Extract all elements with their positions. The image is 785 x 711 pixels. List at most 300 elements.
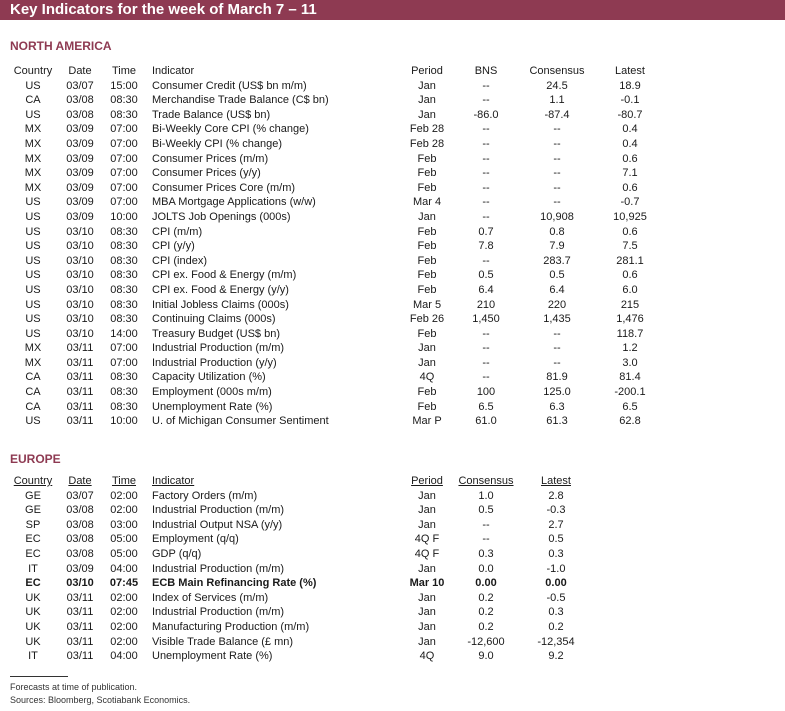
cell-time: 08:30 — [110, 254, 138, 267]
cell-country: US — [25, 225, 41, 238]
table-row — [0, 576, 785, 591]
cell-time: 02:00 — [110, 489, 138, 502]
cell-country: MX — [24, 342, 42, 355]
cell-country: US — [25, 298, 41, 311]
cell-latest: 81.4 — [619, 371, 641, 384]
cell-date: 03/10 — [66, 254, 94, 267]
cell-indicator: Bi-Weekly CPI (% change) — [152, 137, 283, 150]
cell-country: EC — [25, 533, 41, 546]
cell-latest: -12,354 — [537, 635, 575, 648]
cell-time: 04:00 — [110, 562, 138, 575]
cell-consensus: -- — [553, 356, 561, 369]
cell-consensus: 1.0 — [478, 489, 494, 502]
cell-date: 03/08 — [66, 504, 94, 517]
cell-indicator: Employment (q/q) — [152, 533, 239, 546]
cell-country: EC — [25, 547, 41, 560]
cell-latest: 0.3 — [548, 547, 564, 560]
cell-country: GE — [25, 489, 41, 502]
cell-date: 03/08 — [66, 94, 94, 107]
cell-bns: -- — [482, 167, 490, 180]
cell-period: Feb — [417, 225, 437, 238]
table-row — [0, 225, 785, 240]
cell-latest: 0.6 — [622, 225, 638, 238]
cell-indicator: Index of Services (m/m) — [152, 591, 269, 604]
table-row — [0, 312, 785, 327]
header-period: Period — [411, 475, 443, 487]
cell-date: 03/10 — [66, 313, 94, 326]
cell-date: 03/10 — [66, 298, 94, 311]
cell-period: Feb — [417, 240, 437, 253]
table-row — [0, 181, 785, 196]
cell-bns: -- — [482, 94, 490, 107]
table-row — [0, 532, 785, 547]
north-america-heading: NORTH AMERICA — [10, 39, 112, 53]
cell-bns: -- — [482, 123, 490, 136]
table-row — [0, 239, 785, 254]
cell-date: 03/11 — [66, 371, 94, 384]
cell-country: UK — [25, 635, 41, 648]
cell-date: 03/08 — [66, 518, 94, 531]
header-consensus: Consensus — [529, 65, 585, 77]
cell-latest: 7.1 — [622, 167, 638, 180]
cell-country: US — [25, 240, 41, 253]
cell-date: 03/11 — [66, 356, 94, 369]
cell-latest: -200.1 — [614, 386, 646, 399]
cell-time: 08:30 — [110, 225, 138, 238]
cell-time: 07:00 — [110, 342, 138, 355]
cell-time: 10:00 — [110, 210, 138, 223]
cell-consensus: -- — [482, 518, 490, 531]
cell-consensus: 6.4 — [549, 283, 565, 296]
cell-country: EC — [25, 577, 41, 590]
cell-indicator: Consumer Credit (US$ bn m/m) — [152, 79, 307, 92]
table-row — [0, 108, 785, 123]
cell-consensus: 0.8 — [549, 225, 565, 238]
cell-period: Feb — [417, 152, 437, 165]
table-header — [0, 64, 785, 79]
table-row — [0, 254, 785, 269]
cell-period: Feb 28 — [409, 137, 445, 150]
cell-date: 03/07 — [66, 79, 94, 92]
cell-date: 03/10 — [66, 577, 94, 590]
cell-period: Feb — [417, 254, 437, 267]
cell-consensus: -- — [553, 167, 561, 180]
cell-indicator: Bi-Weekly Core CPI (% change) — [152, 123, 309, 136]
cell-period: Jan — [418, 518, 436, 531]
cell-date: 03/10 — [66, 327, 94, 340]
table-header — [0, 474, 785, 489]
cell-indicator: CPI ex. Food & Energy (m/m) — [152, 269, 297, 282]
cell-time: 03:00 — [110, 518, 138, 531]
cell-indicator: Treasury Budget (US$ bn) — [152, 327, 280, 340]
cell-latest: 62.8 — [619, 415, 641, 428]
cell-period: Mar 4 — [412, 196, 442, 209]
cell-period: Jan — [418, 620, 436, 633]
cell-time: 08:30 — [110, 94, 138, 107]
cell-bns: 1,450 — [472, 313, 500, 326]
cell-country: MX — [24, 167, 42, 180]
table-row — [0, 122, 785, 137]
table-row — [0, 341, 785, 356]
cell-latest: 0.2 — [548, 620, 564, 633]
cell-indicator: Consumer Prices (y/y) — [152, 167, 261, 180]
cell-indicator: CPI (m/m) — [152, 225, 203, 238]
cell-consensus: 9.0 — [478, 650, 494, 663]
table-row — [0, 356, 785, 371]
cell-date: 03/09 — [66, 181, 94, 194]
cell-time: 08:30 — [110, 269, 138, 282]
cell-period: Jan — [418, 79, 436, 92]
cell-consensus: 7.9 — [549, 240, 565, 253]
cell-bns: -86.0 — [473, 108, 499, 121]
cell-date: 03/11 — [66, 635, 94, 648]
cell-indicator: Continuing Claims (000s) — [152, 313, 276, 326]
table-row — [0, 547, 785, 562]
cell-consensus: 6.3 — [549, 400, 565, 413]
cell-latest: 281.1 — [616, 254, 644, 267]
cell-consensus: 0.2 — [478, 620, 494, 633]
cell-date: 03/11 — [66, 591, 94, 604]
cell-indicator: Employment (000s m/m) — [152, 386, 272, 399]
cell-indicator: U. of Michigan Consumer Sentiment — [152, 415, 329, 428]
cell-time: 02:00 — [110, 606, 138, 619]
cell-consensus: 24.5 — [546, 79, 568, 92]
cell-date: 03/11 — [66, 415, 94, 428]
cell-period: Feb — [417, 269, 437, 282]
cell-latest: -0.7 — [620, 196, 640, 209]
header-period: Period — [411, 65, 443, 77]
cell-country: US — [25, 196, 41, 209]
cell-latest: 3.0 — [622, 356, 638, 369]
cell-latest: 0.4 — [622, 137, 638, 150]
cell-date: 03/11 — [66, 400, 94, 413]
cell-latest: -0.1 — [620, 94, 640, 107]
cell-country: US — [25, 283, 41, 296]
cell-date: 03/08 — [66, 108, 94, 121]
cell-consensus: 61.3 — [546, 415, 568, 428]
cell-consensus: 0.5 — [549, 269, 565, 282]
table-row — [0, 591, 785, 606]
page-banner — [0, 0, 785, 20]
cell-country: US — [25, 327, 41, 340]
cell-bns: -- — [482, 152, 490, 165]
cell-date: 03/11 — [66, 342, 94, 355]
cell-indicator: Unemployment Rate (%) — [152, 650, 273, 663]
cell-indicator: Industrial Output NSA (y/y) — [152, 518, 283, 531]
cell-consensus: -- — [553, 327, 561, 340]
cell-time: 08:30 — [110, 283, 138, 296]
europe-table — [0, 474, 785, 664]
cell-date: 03/08 — [66, 547, 94, 560]
cell-time: 02:00 — [110, 591, 138, 604]
cell-time: 07:00 — [110, 152, 138, 165]
europe-heading: EUROPE — [10, 452, 61, 466]
cell-country: CA — [25, 400, 41, 413]
cell-indicator: Trade Balance (US$ bn) — [152, 108, 271, 121]
header-country: Country — [13, 65, 53, 77]
cell-time: 14:00 — [110, 327, 138, 340]
cell-time: 05:00 — [110, 547, 138, 560]
cell-latest: -0.3 — [546, 504, 566, 517]
cell-bns: -- — [482, 196, 490, 209]
table-row — [0, 195, 785, 210]
table-row — [0, 166, 785, 181]
cell-latest: 1,476 — [616, 313, 644, 326]
cell-time: 10:00 — [110, 415, 138, 428]
cell-latest: 0.6 — [622, 181, 638, 194]
cell-latest: 2.8 — [548, 489, 564, 502]
cell-date: 03/09 — [66, 562, 94, 575]
cell-date: 03/09 — [66, 196, 94, 209]
page-title: Key Indicators for the week of March 7 – 11 — [10, 1, 317, 18]
cell-date: 03/10 — [66, 283, 94, 296]
table-row — [0, 562, 785, 577]
cell-country: CA — [25, 371, 41, 384]
cell-bns: -- — [482, 254, 490, 267]
cell-period: Jan — [418, 94, 436, 107]
cell-period: Feb — [417, 167, 437, 180]
cell-country: US — [25, 254, 41, 267]
table-row — [0, 503, 785, 518]
cell-consensus: -87.4 — [544, 108, 570, 121]
table-row — [0, 137, 785, 152]
cell-period: Jan — [418, 342, 436, 355]
cell-bns: -- — [482, 342, 490, 355]
cell-period: Mar 10 — [409, 577, 445, 590]
cell-bns: 7.8 — [478, 240, 494, 253]
cell-bns: -- — [482, 356, 490, 369]
cell-time: 02:00 — [110, 635, 138, 648]
cell-country: CA — [25, 386, 41, 399]
cell-date: 03/07 — [66, 489, 94, 502]
cell-period: Feb 28 — [409, 123, 445, 136]
cell-latest: 18.9 — [619, 79, 641, 92]
cell-period: Jan — [418, 606, 436, 619]
cell-country: IT — [28, 562, 38, 575]
cell-time: 07:45 — [109, 577, 139, 590]
header-latest: Latest — [615, 65, 645, 77]
cell-country: US — [25, 108, 41, 121]
cell-consensus: -- — [553, 123, 561, 136]
cell-indicator: CPI ex. Food & Energy (y/y) — [152, 283, 289, 296]
cell-consensus: -- — [553, 196, 561, 209]
cell-country: MX — [24, 356, 42, 369]
cell-time: 05:00 — [110, 533, 138, 546]
table-row — [0, 298, 785, 313]
cell-time: 07:00 — [110, 167, 138, 180]
cell-country: MX — [24, 181, 42, 194]
cell-indicator: Consumer Prices (m/m) — [152, 152, 269, 165]
cell-bns: 6.4 — [478, 283, 494, 296]
cell-country: MX — [24, 152, 42, 165]
cell-date: 03/09 — [66, 167, 94, 180]
cell-time: 08:30 — [110, 386, 138, 399]
cell-time: 04:00 — [110, 650, 138, 663]
cell-consensus: -- — [553, 152, 561, 165]
cell-period: Jan — [418, 562, 436, 575]
header-date: Date — [68, 475, 92, 487]
cell-period: Feb — [417, 327, 437, 340]
cell-country: UK — [25, 591, 41, 604]
cell-country: UK — [25, 620, 41, 633]
table-row — [0, 283, 785, 298]
header-bns: BNS — [474, 65, 498, 77]
footnote-forecasts: Forecasts at time of publication. — [10, 682, 138, 692]
cell-time: 08:30 — [110, 240, 138, 253]
cell-date: 03/08 — [66, 533, 94, 546]
cell-latest: 0.5 — [548, 533, 564, 546]
cell-country: US — [25, 415, 41, 428]
cell-country: US — [25, 313, 41, 326]
cell-time: 07:00 — [110, 356, 138, 369]
table-row — [0, 400, 785, 415]
cell-date: 03/10 — [66, 240, 94, 253]
cell-latest: 0.00 — [545, 577, 567, 590]
table-row — [0, 268, 785, 283]
cell-bns: 6.5 — [478, 400, 494, 413]
cell-time: 08:30 — [110, 400, 138, 413]
table-row — [0, 327, 785, 342]
cell-date: 03/11 — [66, 606, 94, 619]
header-latest: Latest — [541, 475, 571, 487]
cell-latest: -0.5 — [546, 591, 566, 604]
cell-indicator: Industrial Production (m/m) — [152, 562, 285, 575]
cell-latest: -1.0 — [546, 562, 566, 575]
cell-time: 07:00 — [110, 137, 138, 150]
table-row — [0, 152, 785, 167]
cell-bns: 0.5 — [478, 269, 494, 282]
cell-period: Feb 26 — [409, 313, 445, 326]
cell-country: SP — [25, 518, 41, 531]
cell-consensus: 0.2 — [478, 606, 494, 619]
cell-period: Jan — [418, 635, 436, 648]
header-country: Country — [13, 475, 53, 487]
cell-period: Jan — [418, 108, 436, 121]
cell-country: US — [25, 269, 41, 282]
north-america-table — [0, 64, 785, 429]
cell-date: 03/11 — [66, 650, 94, 663]
cell-date: 03/09 — [66, 123, 94, 136]
cell-indicator: Consumer Prices Core (m/m) — [152, 181, 296, 194]
cell-period: Jan — [418, 504, 436, 517]
cell-period: Feb — [417, 283, 437, 296]
cell-date: 03/09 — [66, 152, 94, 165]
table-row — [0, 210, 785, 225]
table-row — [0, 649, 785, 664]
cell-time: 15:00 — [110, 79, 138, 92]
cell-consensus: 0.00 — [475, 577, 497, 590]
cell-period: Feb — [417, 400, 437, 413]
cell-time: 07:00 — [110, 196, 138, 209]
cell-indicator: Manufacturing Production (m/m) — [152, 620, 310, 633]
cell-country: MX — [24, 123, 42, 136]
cell-indicator: GDP (q/q) — [152, 547, 202, 560]
cell-bns: -- — [482, 371, 490, 384]
footnote-divider — [10, 676, 68, 677]
cell-time: 02:00 — [110, 620, 138, 633]
cell-latest: 6.5 — [622, 400, 638, 413]
cell-time: 08:30 — [110, 108, 138, 121]
table-row — [0, 414, 785, 429]
cell-time: 08:30 — [110, 313, 138, 326]
cell-consensus: -- — [553, 181, 561, 194]
cell-date: 03/09 — [66, 137, 94, 150]
table-row — [0, 79, 785, 94]
header-date: Date — [68, 65, 92, 77]
cell-indicator: Initial Jobless Claims (000s) — [152, 298, 289, 311]
cell-consensus: 0.3 — [478, 547, 494, 560]
cell-period: Feb — [417, 386, 437, 399]
cell-period: Mar 5 — [412, 298, 442, 311]
cell-latest: 7.5 — [622, 240, 638, 253]
cell-period: Feb — [417, 181, 437, 194]
cell-country: CA — [25, 94, 41, 107]
cell-latest: 0.4 — [622, 123, 638, 136]
header-time: Time — [111, 475, 137, 487]
header-indicator: Indicator — [152, 475, 195, 487]
cell-consensus: -- — [553, 342, 561, 355]
cell-latest: 215 — [620, 298, 640, 311]
cell-date: 03/11 — [66, 386, 94, 399]
cell-period: Jan — [418, 210, 436, 223]
cell-period: Jan — [418, 591, 436, 604]
cell-latest: 10,925 — [613, 210, 647, 223]
cell-indicator: Visible Trade Balance (£ mn) — [152, 635, 294, 648]
cell-indicator: MBA Mortgage Applications (w/w) — [152, 196, 316, 209]
cell-date: 03/09 — [66, 210, 94, 223]
cell-period: 4Q — [419, 371, 435, 384]
cell-consensus: 1.1 — [549, 94, 565, 107]
cell-country: US — [25, 79, 41, 92]
cell-indicator: JOLTS Job Openings (000s) — [152, 210, 291, 223]
cell-indicator: Industrial Production (m/m) — [152, 504, 285, 517]
cell-date: 03/11 — [66, 620, 94, 633]
cell-bns: -- — [482, 137, 490, 150]
cell-time: 02:00 — [110, 504, 138, 517]
cell-indicator: CPI (index) — [152, 254, 208, 267]
cell-latest: 9.2 — [548, 650, 564, 663]
cell-latest: 0.6 — [622, 269, 638, 282]
cell-time: 08:30 — [110, 371, 138, 384]
cell-consensus: 81.9 — [546, 371, 568, 384]
table-row — [0, 370, 785, 385]
cell-latest: -80.7 — [617, 108, 643, 121]
cell-bns: -- — [482, 181, 490, 194]
cell-country: IT — [28, 650, 38, 663]
cell-bns: -- — [482, 327, 490, 340]
cell-indicator: Unemployment Rate (%) — [152, 400, 273, 413]
cell-consensus: -12,600 — [467, 635, 505, 648]
cell-indicator: Industrial Production (y/y) — [152, 356, 277, 369]
table-row — [0, 620, 785, 635]
table-row — [0, 385, 785, 400]
cell-bns: 210 — [476, 298, 496, 311]
cell-indicator: CPI (y/y) — [152, 240, 195, 253]
cell-consensus: -- — [553, 137, 561, 150]
header-consensus: Consensus — [458, 475, 514, 487]
table-row — [0, 635, 785, 650]
table-row — [0, 605, 785, 620]
cell-bns: 100 — [476, 386, 496, 399]
cell-consensus: 1,435 — [543, 313, 571, 326]
cell-bns: -- — [482, 210, 490, 223]
cell-latest: 1.2 — [622, 342, 638, 355]
cell-latest: 0.3 — [548, 606, 564, 619]
cell-time: 07:00 — [110, 123, 138, 136]
cell-country: MX — [24, 137, 42, 150]
header-indicator: Indicator — [152, 65, 195, 77]
cell-period: Jan — [418, 489, 436, 502]
